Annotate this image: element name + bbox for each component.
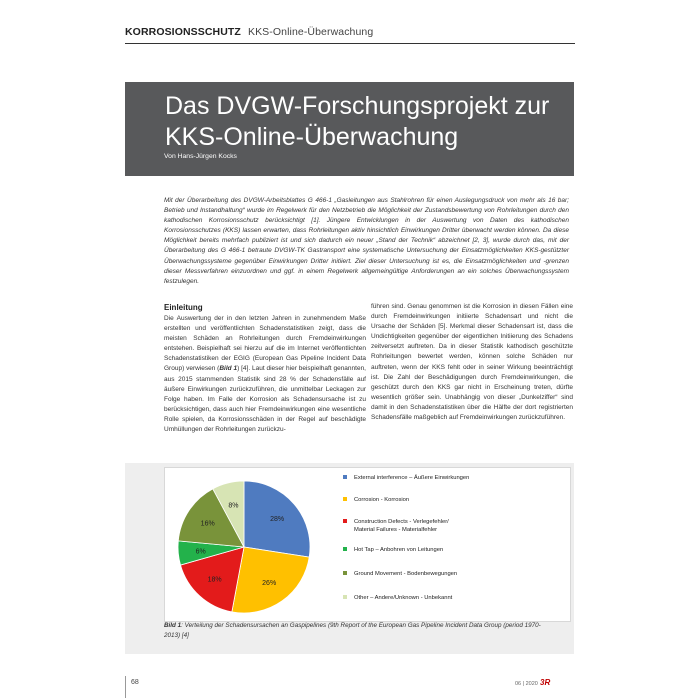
body-text-left-post: ) [4]. Laut dieser hier beispielhaft genannten, aus 2015 stammenden Statistik sind 28 % der Schadensfälle auf äußere Einwirkungen zurückzuführen, die unmittelbar Leckagen zur Folge haben. Im Falle der Korrosion als Schadensursache ist zu berücksichtigen, dass auch hier Fremdeinwirkungen eine wesentliche Rolle spielen, da Korrosionsschäden in der Regel auf beschädigte Umhüllungen der Rohrleitungen zurückzu- <box>164 365 366 434</box>
legend-label-line-1: External interference – Äußere Einwirkungen <box>354 475 470 481</box>
abstract: Mit der Überarbeitung des DVGW-Arbeitsblattes G 466-1 „Gasleitungen aus Stahlrohren für einen Auslegungsdruck von mehr als 16 bar; Betrieb und Instandhaltung“ wurde im Regelwerk für den Netzbetrieb die Möglichkeit der Zustandsbewertung von Rohrleitungen durch den kathodischen Korrosionsschutz berücksichtigt [1]. Jüngere Entwicklungen in der Auswertung von Daten des kathodischen Korrosionsschutzes (KKS) lassen erwarten, dass Rohrleitungen aktiv hinsichtlich Einwirkungen Dritter überwacht werden können. Da diese Möglichkeit bereits mehrfach publiziert ist und sich dadurch ein neuer „Stand der Technik“ abzeichnet [2, 3], wurde durch das, mit der Überarbeitung des G 466-1 betraute DVGW-TK Gastransport eine systematische Untersuchung der Einsatzmöglichkeiten KKS-gestützter Überwachungssysteme gegenüber Einwirkungen Dritter initiiert. Ziel dieser Untersuchung ist es, die Einsatzmöglichkeiten und -grenzen dieser Messverfahren einzuordnen und ggf. in einem Regelwerk allgemeingültige Anforderungen an ein solches Überwachungssystem festzulegen. <box>164 197 569 285</box>
body-column-left <box>164 302 366 435</box>
pie-label-external-interference: 28% <box>270 516 285 524</box>
footer-divider <box>125 676 126 698</box>
body-text-left-pre: Die Auswertung der in den letzten Jahren in zunehmendem Maße erstellten und veröffentlichten Schadenstatistiken zeigt, dass die meisten Schäden an Rohrleitungen durch Fremdeinwirkungen entstehen. Beispielhaft sei hierzu auf die im Internet veröffentlichten Schadenstatistiken der EGIG (European Gas Pipeline Incident Data Group) verwiesen ( <box>164 315 366 373</box>
pie-label-hot-tap: 6% <box>195 548 206 556</box>
legend-swatch <box>343 519 347 523</box>
legend-label-line-1: Other – Andere/Unknown - Unbekannt <box>354 595 453 601</box>
legend-label-line-1: Ground Movement - Bodenbewegungen <box>354 571 458 577</box>
header-section: KORROSIONSSCHUTZ <box>125 26 241 38</box>
legend-label-line-1: Hot Tap – Anbohren von Leitungen <box>354 547 444 553</box>
figure-reference: Bild 1 <box>219 365 238 373</box>
article-title <box>165 91 549 153</box>
header-divider <box>125 43 575 44</box>
legend-swatch <box>343 497 347 501</box>
legend-label-line-1: Construction Defects - Verlegefehler/ <box>354 519 449 525</box>
header-subtitle: KKS-Online-Überwachung <box>247 26 374 38</box>
legend-label <box>354 570 457 578</box>
legend-label <box>354 546 443 554</box>
running-header <box>125 26 373 38</box>
title-line-1: Das DVGW-Forschungsprojekt zur <box>165 92 550 120</box>
pie-label-construction-defects: 18% <box>207 576 222 584</box>
legend-label-line-2: Material Failures - Materialfehler <box>354 527 438 533</box>
pie-chart <box>169 470 319 620</box>
legend-label <box>354 474 469 482</box>
legend-label <box>354 496 409 504</box>
legend-label-line-1: Corrosion - Korrosion <box>354 497 410 503</box>
pie-label-corrosion: 26% <box>262 580 277 588</box>
author-byline: Von Hans-Jürgen Kocks <box>164 153 237 160</box>
legend-swatch <box>343 595 347 599</box>
legend-label <box>354 518 449 534</box>
pie-label-other: 8% <box>228 502 239 510</box>
legend-swatch <box>343 571 347 575</box>
page-number: 68 <box>131 679 139 686</box>
chart-panel <box>164 467 571 622</box>
section-heading: Einleitung <box>164 303 203 312</box>
caption-ref: Bild 1 <box>164 622 182 629</box>
issue-number: 06 | 2020 <box>515 681 538 687</box>
figure-caption <box>164 621 544 640</box>
publisher-logo: 3R <box>540 678 551 687</box>
pie-label-ground-movement: 16% <box>200 520 215 528</box>
legend-swatch <box>343 475 347 479</box>
title-line-2: KKS-Online-Überwachung <box>165 123 459 151</box>
body-column-right: führen sind. Genau genommen ist die Korrosion in diesen Fällen eine durch Fremdeinwirkungen initiierte Schadensart und nicht die Ursache der Schäden [5]. Merkmal dieser Schadensart ist, dass die Undichtigkeiten gegenüber der eigentlichen Initiierung des Schadens zeitversetzt auftreten. Da in dieser Statistik kathodisch geschützte Rohrleitungen bewertet werden, können solche Schäden nur auftreten, wenn der KKS fehlt oder in seiner Wirkung beeinträchtigt ist. Die Zahl der Beschädigungen durch Fremdeinwirkungen, die geschützt durch den KKS gar nicht in Erscheinung treten, dürfte wesentlich größer sein. Unabhängig von dieser „Dunkelziffer“ sind damit in den Schadenstatistiken über die Hälfte der dort registrierten Schadensfälle maßgeblich auf Fremdeinwirkungen zurückzuführen. <box>371 303 573 422</box>
legend-label <box>354 594 452 602</box>
caption-text: : Verteilung der Schadensursachen an Gaspipelines (9th Report of the European Gas Pipeline Incident Data Group (period 1970-2013) [4] <box>164 622 541 639</box>
legend-swatch <box>343 547 347 551</box>
title-banner <box>125 82 574 176</box>
